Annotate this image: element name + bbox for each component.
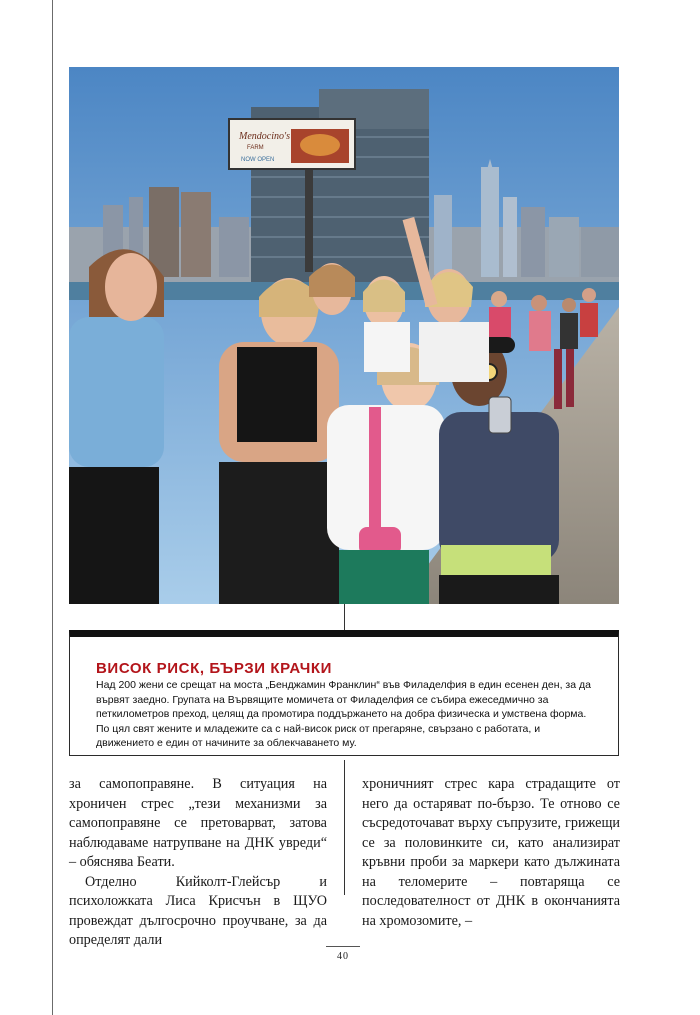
article-paragraph: за самопоправяне. В ситуация на хроничен стрес „тези механизми за самопоправяне се претоварват, затова наблюдаваме натрупване на ДНК увреди“ – обяснява Беати. [69,776,327,870]
billboard-brand: Mendocino's [239,131,291,142]
article-column-left [69,775,327,951]
folio-rule [326,946,360,947]
article-photo [69,67,619,604]
caption-title: ВИСОК РИСК, БЪРЗИ КРАЧКИ [96,660,332,677]
article-column-right [362,775,620,931]
photo-caption-box [69,630,619,756]
article-paragraph: хроничният стрес кара страдащите от него да остаряват по-бързо. Те отново се съсредоточават върху съпрузите, грижещи се за половинките си, като анализират кръвни проби за маркери като дължината на теломерите – повтаряща се последователност от ДНК в окончанията на хромозомите, – [362,776,620,929]
caption-connector-line [344,604,345,630]
page-number: 40 [337,951,349,962]
article-paragraph: Отделно Кийколт-Глейсър и психоложката Лиса Крисчън в ЩУО провеждат дългосрочно проучване, за да определят дали [69,873,327,948]
svg-text:FARM: FARM [247,145,264,151]
column-divider [344,760,345,895]
svg-text:NOW OPEN: NOW OPEN [241,157,275,163]
page-margin-rule [52,0,53,1015]
caption-text: Над 200 жени се срещат на моста „Бенджамин Франклин“ във Филаделфия в един есенен ден, за да вървят заедно. Групата на Вървящите момичета от Филаделфия се събира ежеседмично за петкилометров преход, целящ да промотира поддържането на добра физическа и умствена форма. По цял свят жените и младежите са с най-висок риск от прегаряне, свързано с работата, и движението е един от начините за облекчаването му. [96,679,591,750]
